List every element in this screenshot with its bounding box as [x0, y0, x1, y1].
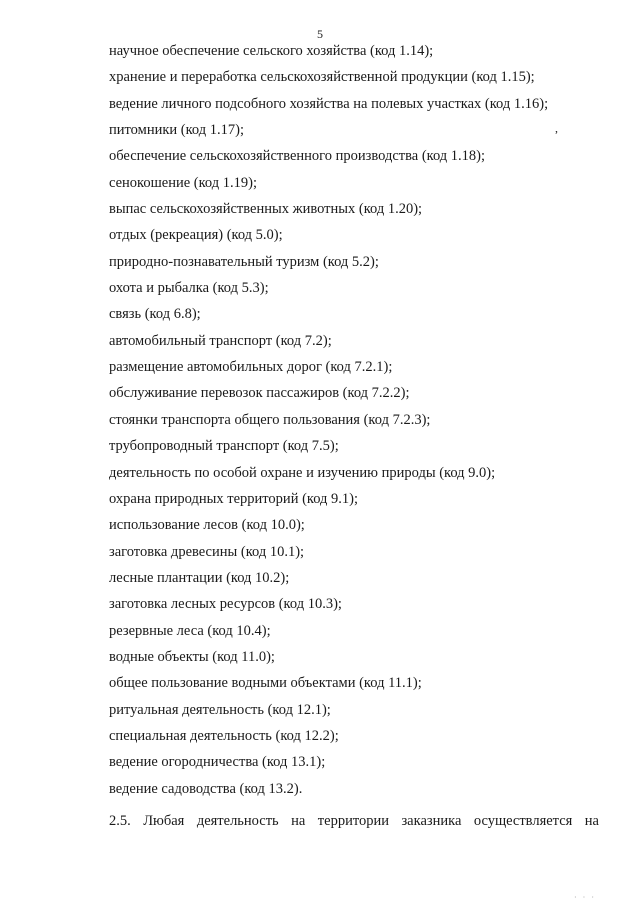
list-item: ведение личного подсобного хозяйства на полевых участках (код 1.16); [109, 95, 549, 112]
list-item: хранение и переработка сельскохозяйственной продукции (код 1.15); [109, 69, 535, 86]
list-item: выпас сельскохозяйственных животных (код 1.20); [109, 201, 423, 218]
list-item: трубопроводный транспорт (код 7.5); [109, 438, 339, 455]
stray-mark: , [555, 121, 558, 135]
list-item: резервные леса (код 10.4); [109, 622, 271, 639]
list-item: ритуальная деятельность (код 12.1); [109, 701, 331, 718]
list-item: деятельность по особой охране и изучению природы (код 9.0); [109, 464, 496, 481]
list-item: охрана природных территорий (код 9.1); [109, 490, 359, 507]
list-item: обслуживание перевозок пассажиров (код 7.2.2); [109, 385, 410, 402]
list-item: связь (код 6.8); [109, 306, 201, 323]
list-item: общее пользование водными объектами (код 11.1); [109, 675, 422, 692]
list-item: автомобильный транспорт (код 7.2); [109, 332, 332, 349]
list-item: обеспечение сельскохозяйственного производства (код 1.18); [109, 148, 486, 165]
list-item: охота и рыбалка (код 5.3); [109, 280, 269, 297]
list-item: стоянки транспорта общего пользования (код 7.2.3); [109, 411, 431, 428]
paragraph-word: на [291, 813, 306, 829]
paragraph-word: деятельность [196, 813, 279, 829]
list-item: использование лесов (код 10.0); [109, 517, 305, 534]
paragraph-word: на [584, 813, 599, 829]
list-item: сенокошение (код 1.19); [109, 174, 258, 191]
list-item: водные объекты (код 11.0); [109, 648, 275, 665]
paragraph-word: осуществляется [473, 813, 573, 829]
list-item: научное обеспечение сельского хозяйства (код 1.14); [109, 43, 434, 59]
list-item: заготовка лесных ресурсов (код 10.3); [109, 596, 342, 613]
page-number: 5 [317, 27, 323, 41]
scan-artifact-dots: · · · [574, 893, 596, 902]
list-item: ведение садоводства (код 13.2). [109, 780, 303, 797]
list-item: ведение огородничества (код 13.1); [109, 754, 326, 771]
land-use-list [109, 42, 599, 806]
list-item: отдых (рекреация) (код 5.0); [109, 227, 283, 244]
list-item: заготовка древесины (код 10.1); [109, 543, 305, 560]
paragraph-word: территории [317, 813, 389, 829]
list-item: питомники (код 1.17); [109, 122, 244, 139]
clause-2-5-paragraph [109, 812, 599, 830]
paragraph-word: заказника [401, 813, 462, 829]
paragraph-word: 2.5. [109, 813, 131, 829]
list-item: природно-познавательный туризм (код 5.2); [109, 253, 379, 270]
list-item: лесные плантации (код 10.2); [109, 569, 290, 586]
list-item: специальная деятельность (код 12.2); [109, 727, 339, 744]
paragraph-word: Любая [143, 813, 185, 829]
list-item: размещение автомобильных дорог (код 7.2.1); [109, 359, 393, 376]
